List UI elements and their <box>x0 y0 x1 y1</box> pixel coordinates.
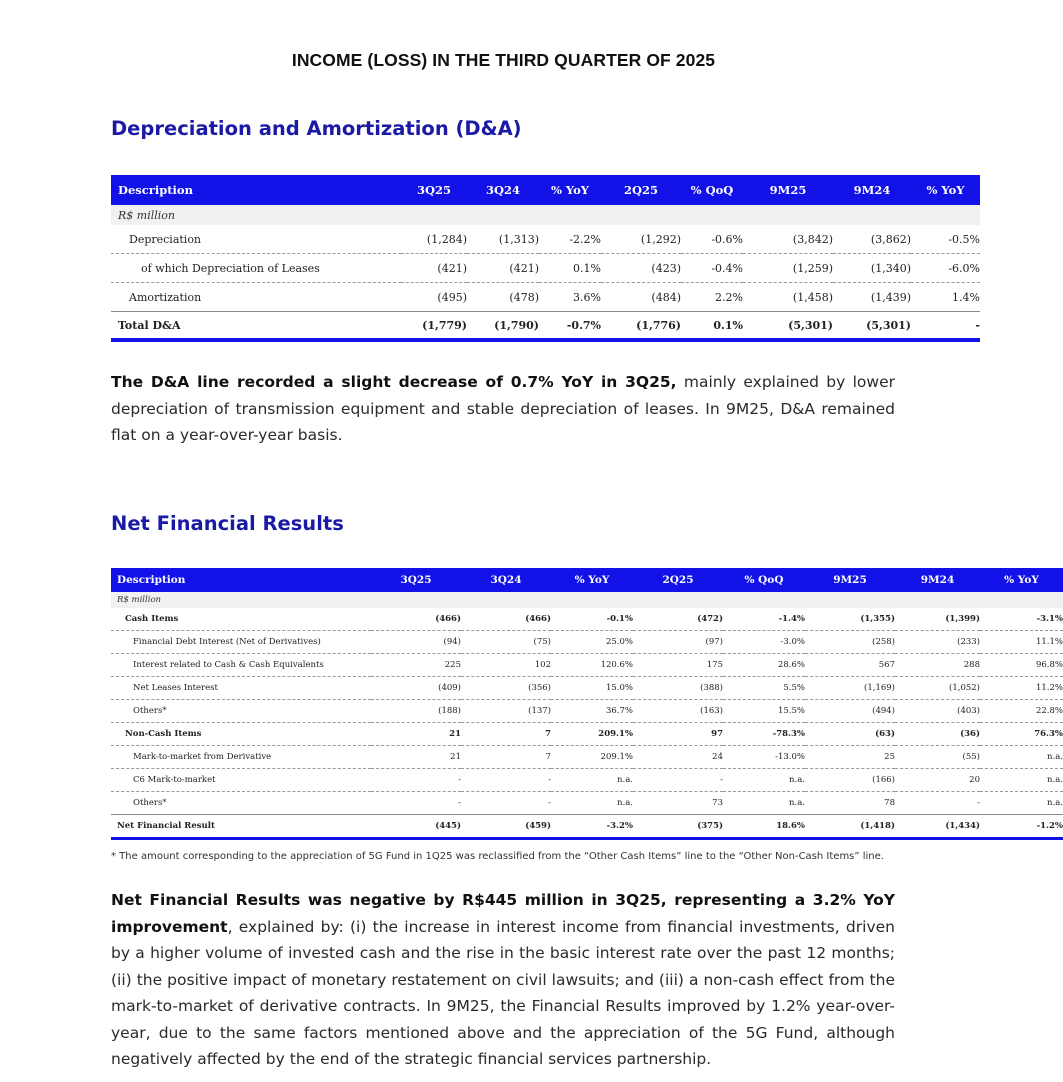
header-description: Description <box>111 568 371 592</box>
cell: -1.2% <box>980 815 1063 839</box>
cell: 20 <box>895 769 980 792</box>
cell: 36.7% <box>551 700 633 723</box>
cell: 209.1% <box>551 723 633 746</box>
header-cell: 9M24 <box>833 175 911 205</box>
nf-paragraph-body: , explained by: (i) the increase in interest income from financial investments, driven by a higher volume of invested cash and the rise in the basic interest rate over the past 12 months; (ii) the positive impact of monetary restatement on civil lawsuits; and (iii) a non-cash effect from the mark-to-market of derivative contracts. In 9M25, the Financial Results improved by 1.2% year-over-year, due to the same factors mentioned above and the appreciation of the 5G Fund, although negatively affected by the end of the strategic financial services partnership. <box>111 917 895 1068</box>
cell: 7 <box>461 723 551 746</box>
cell: (1,259) <box>743 254 833 283</box>
header-cell: 9M25 <box>805 568 895 592</box>
cell: 97 <box>633 723 723 746</box>
cell: -6.0% <box>911 254 980 283</box>
cell: n.a. <box>980 769 1063 792</box>
cell: (1,355) <box>805 608 895 631</box>
header-cell: % QoQ <box>723 568 805 592</box>
header-cell: 9M25 <box>743 175 833 205</box>
cell: -0.6% <box>681 225 743 254</box>
cell: n.a. <box>551 769 633 792</box>
cell: (1,313) <box>467 225 539 254</box>
cell: 0.1% <box>681 312 743 341</box>
row-label: Others* <box>111 700 371 723</box>
cell: (494) <box>805 700 895 723</box>
header-cell: 3Q25 <box>401 175 467 205</box>
da-paragraph-lead: The D&A line recorded a slight decrease of 0.7% YoY in 3Q25, <box>111 373 677 391</box>
table-row <box>111 254 980 283</box>
row-label: Interest related to Cash & Cash Equivalents <box>111 654 371 677</box>
cell: (166) <box>805 769 895 792</box>
table-row <box>111 723 1063 746</box>
header-cell: % QoQ <box>681 175 743 205</box>
header-description: Description <box>111 175 401 205</box>
cell: (1,790) <box>467 312 539 341</box>
cell: (55) <box>895 746 980 769</box>
cell: (472) <box>633 608 723 631</box>
cell: 567 <box>805 654 895 677</box>
cell: (409) <box>371 677 461 700</box>
nf-paragraph <box>111 887 895 1073</box>
cell: 24 <box>633 746 723 769</box>
row-label: Cash Items <box>111 608 371 631</box>
header-cell: % YoY <box>911 175 980 205</box>
cell: 2.2% <box>681 283 743 312</box>
table-row <box>111 677 1063 700</box>
unit-label: R$ million <box>111 592 1063 608</box>
row-label: Depreciation <box>111 225 401 254</box>
cell: (466) <box>461 608 551 631</box>
cell: (1,340) <box>833 254 911 283</box>
cell: - <box>371 769 461 792</box>
cell: (1,776) <box>601 312 681 341</box>
cell: (137) <box>461 700 551 723</box>
cell: -3.2% <box>551 815 633 839</box>
cell: 25.0% <box>551 631 633 654</box>
nf-table <box>111 568 1063 840</box>
header-cell: 2Q25 <box>601 175 681 205</box>
cell: -1.4% <box>723 608 805 631</box>
table-row <box>111 700 1063 723</box>
cell: (375) <box>633 815 723 839</box>
cell: (1,439) <box>833 283 911 312</box>
cell: 15.0% <box>551 677 633 700</box>
header-cell: 3Q24 <box>461 568 551 592</box>
cell: 28.6% <box>723 654 805 677</box>
cell: 288 <box>895 654 980 677</box>
cell: -3.1% <box>980 608 1063 631</box>
cell: (1,292) <box>601 225 681 254</box>
cell: (421) <box>401 254 467 283</box>
row-label: Mark-to-market from Derivative <box>111 746 371 769</box>
row-label: Net Leases Interest <box>111 677 371 700</box>
row-label: Amortization <box>111 283 401 312</box>
cell: (63) <box>805 723 895 746</box>
cell: - <box>633 769 723 792</box>
cell: 175 <box>633 654 723 677</box>
table-row <box>111 654 1063 677</box>
table-header-row <box>111 175 980 205</box>
cell: (233) <box>895 631 980 654</box>
cell: 102 <box>461 654 551 677</box>
cell: -78.3% <box>723 723 805 746</box>
cell: (423) <box>601 254 681 283</box>
cell: 209.1% <box>551 746 633 769</box>
cell: (388) <box>633 677 723 700</box>
page-title: INCOME (LOSS) IN THE THIRD QUARTER OF 2025 <box>291 50 716 70</box>
cell: 3.6% <box>539 283 601 312</box>
row-label: Financial Debt Interest (Net of Derivatives) <box>111 631 371 654</box>
unit-label: R$ million <box>111 205 980 225</box>
cell: - <box>371 792 461 815</box>
cell: (445) <box>371 815 461 839</box>
row-label: Net Financial Result <box>111 815 371 839</box>
cell: 21 <box>371 723 461 746</box>
cell: (258) <box>805 631 895 654</box>
row-label: C6 Mark-to-market <box>111 769 371 792</box>
total-row <box>111 815 1063 839</box>
cell: n.a. <box>980 792 1063 815</box>
cell: (1,434) <box>895 815 980 839</box>
nf-paragraph-lead: Net Financial Results was negative by R$445 million in 3Q25, representing a 3.2% YoY improvement <box>111 891 895 936</box>
cell: (421) <box>467 254 539 283</box>
row-label: Others* <box>111 792 371 815</box>
cell: n.a. <box>723 769 805 792</box>
cell: -0.7% <box>539 312 601 341</box>
cell: -0.5% <box>911 225 980 254</box>
cell: 120.6% <box>551 654 633 677</box>
cell: (36) <box>895 723 980 746</box>
table-row <box>111 746 1063 769</box>
cell: (403) <box>895 700 980 723</box>
footnote: * The amount corresponding to the appreciation of 5G Fund in 1Q25 was reclassified from the “Other Cash Items” line to the “Other Non-Cash Items” line. <box>111 851 884 862</box>
da-paragraph-body: mainly explained by lower depreciation of transmission equipment and stable depreciation of leases. In 9M25, D&A remained flat on a year-over-year basis. <box>111 373 895 444</box>
cell: 11.1% <box>980 631 1063 654</box>
table-row <box>111 225 980 254</box>
cell: 0.1% <box>539 254 601 283</box>
cell: (356) <box>461 677 551 700</box>
cell: (495) <box>401 283 467 312</box>
cell: 76.3% <box>980 723 1063 746</box>
cell: 7 <box>461 746 551 769</box>
cell: 96.8% <box>980 654 1063 677</box>
cell: 22.8% <box>980 700 1063 723</box>
cell: - <box>461 769 551 792</box>
cell: (1,458) <box>743 283 833 312</box>
table-row <box>111 631 1063 654</box>
cell: - <box>461 792 551 815</box>
cell: (1,169) <box>805 677 895 700</box>
cell: -13.0% <box>723 746 805 769</box>
cell: (1,779) <box>401 312 467 341</box>
cell: (3,842) <box>743 225 833 254</box>
cell: n.a. <box>723 792 805 815</box>
header-cell: 2Q25 <box>633 568 723 592</box>
header-cell: % YoY <box>551 568 633 592</box>
table-row <box>111 769 1063 792</box>
row-label: of which Depreciation of Leases <box>111 254 401 283</box>
header-cell: 9M24 <box>895 568 980 592</box>
cell: (478) <box>467 283 539 312</box>
cell: 25 <box>805 746 895 769</box>
cell: (97) <box>633 631 723 654</box>
da-paragraph <box>111 369 895 449</box>
cell: 78 <box>805 792 895 815</box>
total-row <box>111 312 980 341</box>
cell: (1,284) <box>401 225 467 254</box>
cell: 5.5% <box>723 677 805 700</box>
cell: 1.4% <box>911 283 980 312</box>
cell: (1,052) <box>895 677 980 700</box>
unit-row <box>111 592 1063 608</box>
cell: (484) <box>601 283 681 312</box>
cell: -2.2% <box>539 225 601 254</box>
header-cell: 3Q24 <box>467 175 539 205</box>
table-header-row <box>111 568 1063 592</box>
cell: (5,301) <box>743 312 833 341</box>
cell: (188) <box>371 700 461 723</box>
cell: 11.2% <box>980 677 1063 700</box>
cell: (75) <box>461 631 551 654</box>
table-row <box>111 608 1063 631</box>
cell: -0.1% <box>551 608 633 631</box>
cell: - <box>911 312 980 341</box>
row-label: Total D&A <box>111 312 401 341</box>
cell: (3,862) <box>833 225 911 254</box>
da-section-title: Depreciation and Amortization (D&A) <box>111 117 522 140</box>
cell: (1,418) <box>805 815 895 839</box>
nf-section-title: Net Financial Results <box>111 512 344 535</box>
unit-row <box>111 205 980 225</box>
cell: (1,399) <box>895 608 980 631</box>
table-row <box>111 792 1063 815</box>
cell: -0.4% <box>681 254 743 283</box>
cell: (94) <box>371 631 461 654</box>
cell: (459) <box>461 815 551 839</box>
cell: - <box>895 792 980 815</box>
row-label: Non-Cash Items <box>111 723 371 746</box>
cell: n.a. <box>980 746 1063 769</box>
header-cell: 3Q25 <box>371 568 461 592</box>
cell: 21 <box>371 746 461 769</box>
cell: -3.0% <box>723 631 805 654</box>
table-row <box>111 283 980 312</box>
cell: 18.6% <box>723 815 805 839</box>
header-cell: % YoY <box>980 568 1063 592</box>
header-cell: % YoY <box>539 175 601 205</box>
cell: 225 <box>371 654 461 677</box>
cell: 73 <box>633 792 723 815</box>
cell: 15.5% <box>723 700 805 723</box>
cell: (163) <box>633 700 723 723</box>
da-table <box>111 175 980 342</box>
cell: (466) <box>371 608 461 631</box>
cell: (5,301) <box>833 312 911 341</box>
cell: n.a. <box>551 792 633 815</box>
